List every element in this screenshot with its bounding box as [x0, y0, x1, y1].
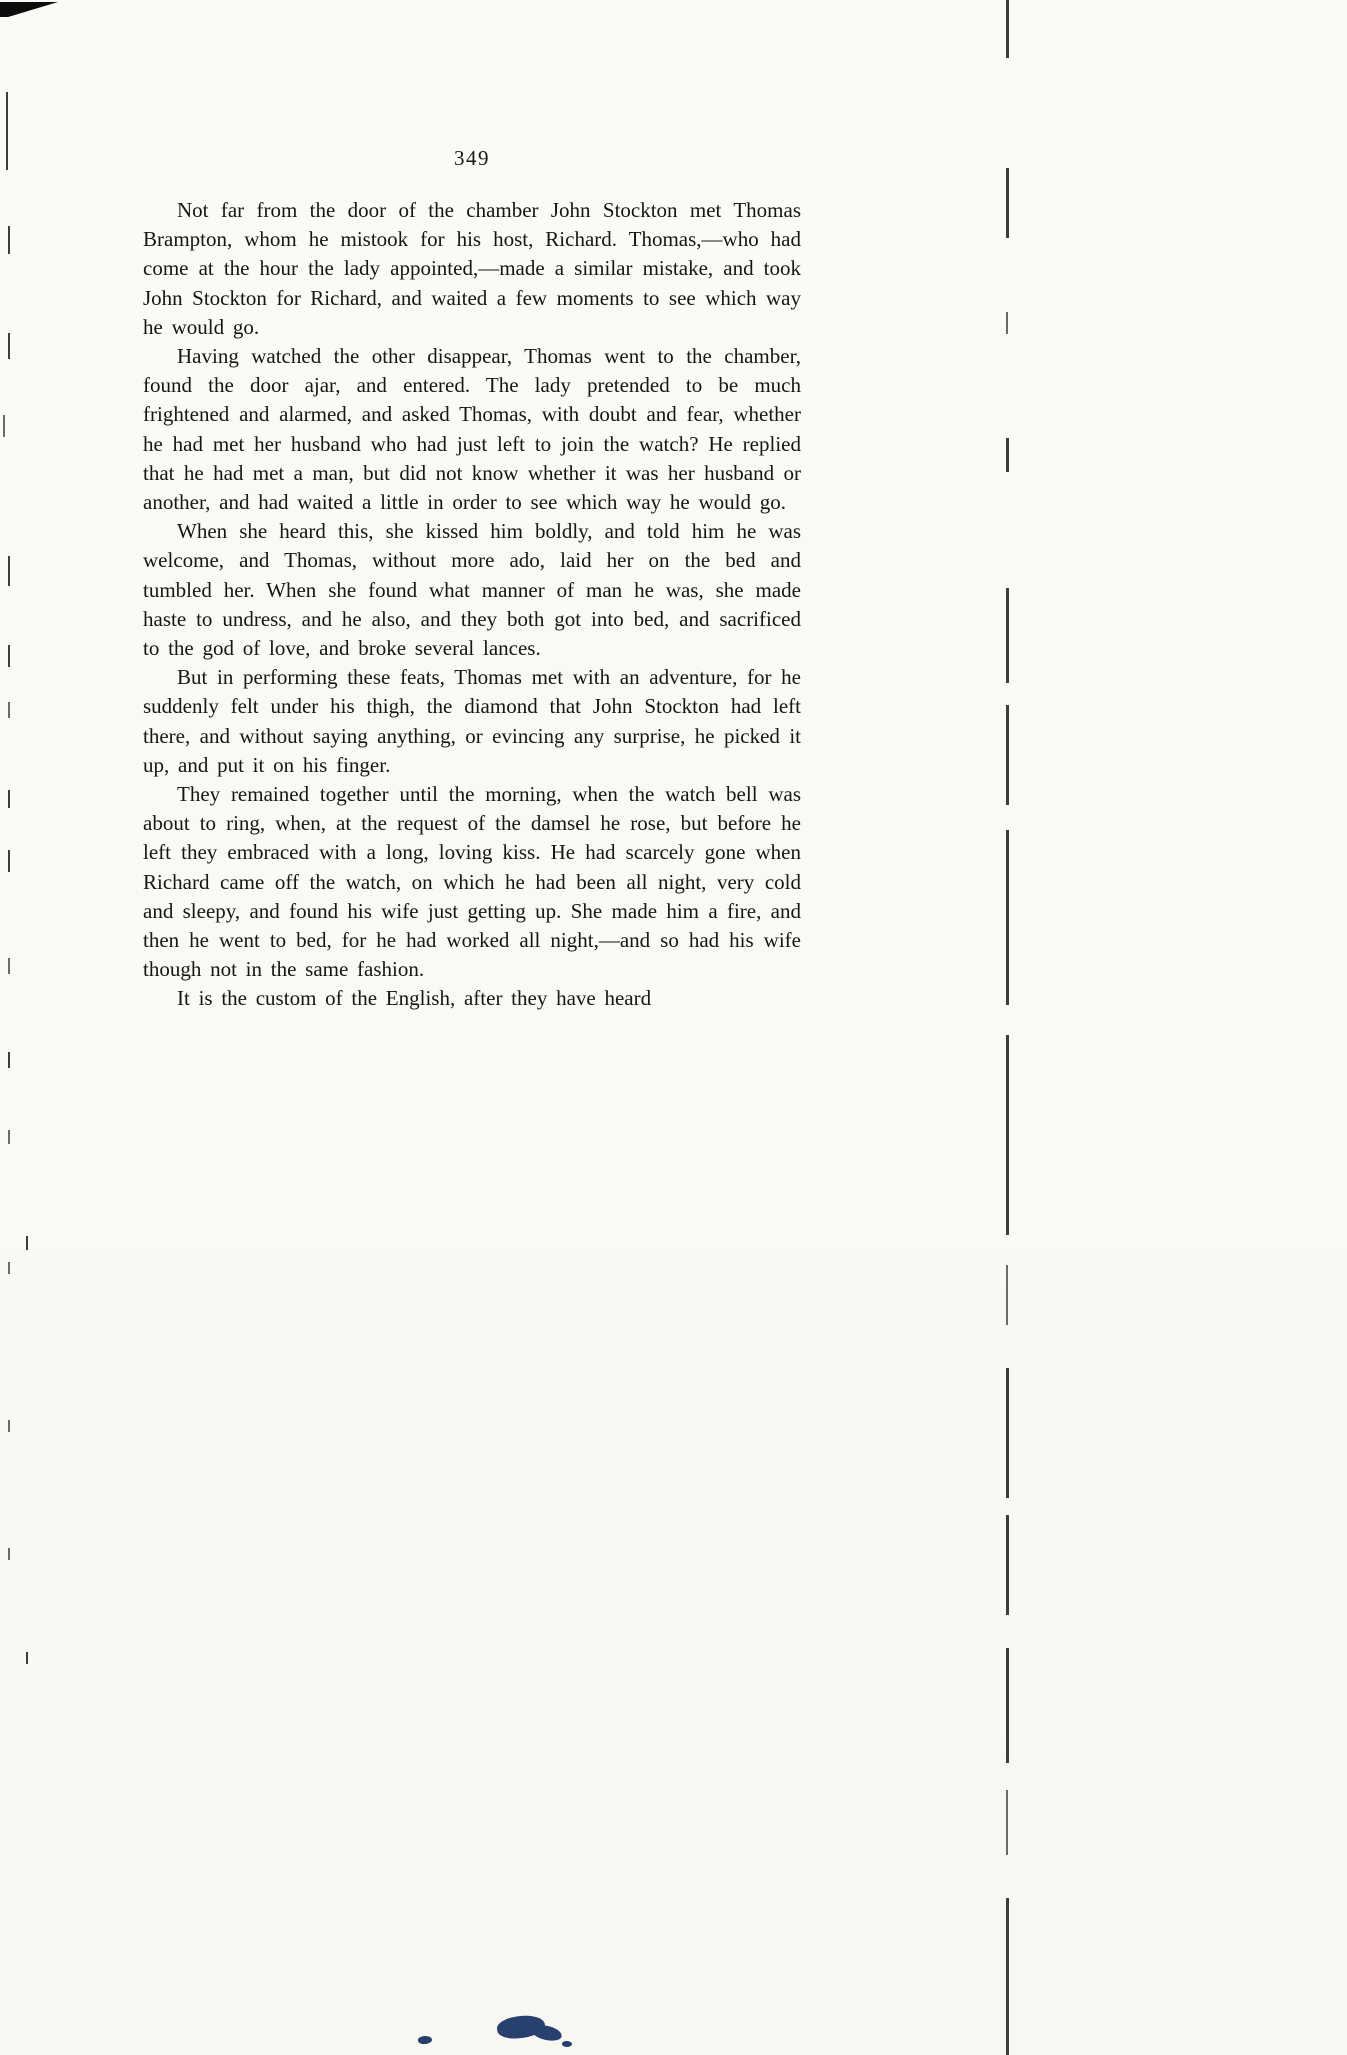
scan-artifact-right	[1006, 168, 1009, 238]
scan-artifact-right	[1006, 1648, 1009, 1763]
scan-artifact-right	[1006, 1898, 1009, 2055]
scan-artifact-right	[1006, 830, 1009, 1005]
scan-artifact-left	[8, 1420, 10, 1432]
scan-artifact-right	[1006, 0, 1009, 58]
scan-artifact-left	[8, 226, 10, 254]
scan-artifact-left	[6, 92, 8, 170]
scan-artifact-left	[3, 415, 5, 437]
scan-artifact-left	[8, 1548, 10, 1560]
text-block	[143, 196, 801, 1014]
scan-artifact-right	[1006, 312, 1008, 334]
scan-artifact-left	[26, 1236, 28, 1250]
paragraph-1: Not far from the door of the chamber John Stockton met Thomas Brampton, whom he mistook for his host, Richard. Thomas,—who had come at the hour the lady appointed,—made a similar mistake, and took John Stockton for Richard, and waited a few moments to see which way he would go.	[143, 198, 801, 339]
ink-mark	[562, 2041, 572, 2047]
scan-artifact-right	[1006, 438, 1009, 472]
scan-artifact-left	[8, 702, 10, 718]
paragraph-4: But in performing these feats, Thomas met with an adventure, for he suddenly felt under his thigh, the diamond that John Stockton had left there, and without saying anything, or evincing any surprise, he picked it up, and put it on his finger.	[143, 665, 801, 777]
scan-artifact-right	[1006, 1515, 1009, 1615]
scan-artifact-left	[8, 958, 10, 974]
ink-mark	[531, 2023, 563, 2043]
paragraph-3: When she heard this, she kissed him boldly, and told him he was welcome, and Thomas, without more ado, laid her on the bed and tumbled her. When she found what manner of man he was, she made haste to undress, and he also, and they both got into bed, and sacrificed to the god of love, and broke several lances.	[143, 519, 801, 661]
scan-artifact-right	[1006, 1368, 1009, 1498]
scan-artifact-right	[1006, 588, 1009, 683]
scan-artifact-right	[1006, 1035, 1009, 1235]
paragraph-6: It is the custom of the English, after they have heard	[177, 986, 652, 1011]
scan-artifact-left	[26, 1652, 28, 1664]
scan-artifact-left	[8, 790, 10, 808]
scan-artifact-left	[8, 556, 10, 586]
ink-mark	[418, 2035, 433, 2044]
scan-artifact-left	[8, 1262, 10, 1274]
scan-artifact-left	[8, 850, 10, 872]
corner-scan-mark	[0, 2, 58, 17]
paragraph-2: Having watched the other disappear, Thomas went to the chamber, found the door ajar, and entered. The lady pretended to be much frightened and alarmed, and asked Thomas, with doubt and fear, whether he had met her husband who had just left to join the watch? He replied that he had met a man, but did not know whether it was her husband or another, and had waited a little in order to see which way he would go.	[143, 344, 801, 515]
scan-artifact-left	[8, 1052, 10, 1068]
scan-artifact-right	[1006, 1790, 1008, 1855]
scan-artifact-right	[1006, 705, 1009, 805]
page-number: 349	[454, 146, 490, 170]
scan-artifact-right	[1006, 1265, 1008, 1325]
scan-artifact-left	[8, 645, 10, 667]
scan-artifact-left	[8, 1130, 10, 1144]
scan-artifact-left	[8, 333, 10, 359]
paragraph-5: They remained together until the morning, when the watch bell was about to ring, when, at the request of the damsel he rose, but before he left they embraced with a long, loving kiss. He had scarcely gone when Richard came off the watch, on which he had been all night, very cold and sleepy, and found his wife just getting up. She made him a fire, and then he went to bed, for he had worked all night,—and so had his wife though not in the same fashion.	[143, 782, 801, 982]
